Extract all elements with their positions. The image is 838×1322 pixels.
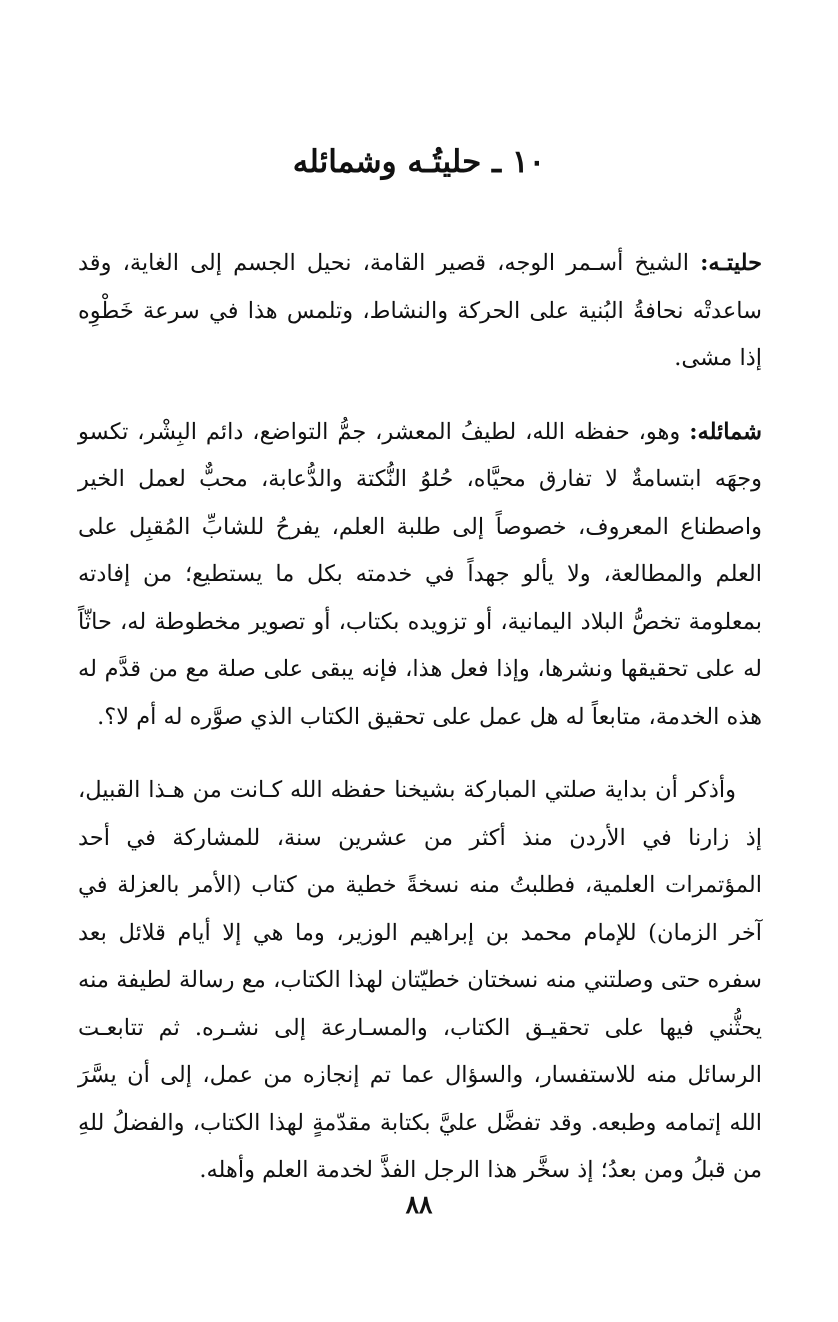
paragraph-text: الشيخ أسـمر الوجه، قصير القامة، نحيل الجسم إلى الغاية، وقد ساعدتْه نحافةُ البُنية على الحركة والنشاط، وتلمس هذا في سرعة خَطْوِه إذا مشى. (78, 250, 762, 371)
page-number: ٨٨ (405, 1190, 433, 1219)
paragraph-lead: حليتـه: (700, 250, 762, 276)
section-heading: ١٠ ـ حليتُـه وشمائله (292, 144, 546, 180)
paragraph-lead: شمائله: (689, 418, 762, 445)
body-text (78, 240, 762, 1195)
paragraph-character (78, 409, 762, 742)
paragraph-text: وأذكر أن بداية صلتي المباركة بشيخنا حفظه الله كـانت من هـذا القبيل، إذ زارنا في الأردن منذ أكثر من عشرين سنة، للمشاركة في أحد المؤتمرات العلمية، فطلبتُ منه نسخةً خطية من كتاب (الأمر بالعزلة في آخر الزمان) للإمام محمد بن إبراهيم الوزير، وما هي إلا أيام قلائل بعد سفره حتى وصلتني منه نسختان خطيّتان لهذا الكتاب، مع رسالة لطيفة منه يحثُّني فيها على تحقيـق الكتاب، والمسـارعة إلى نشـره. ثم تتابعـت الرسائل منه للاستفسار، والسؤال عما تم إنجازه من عمل، إلى أن يسَّرَ الله إتمامه وطبعه. وقد تفضَّل عليَّ بكتابة مقدّمةٍ لهذا الكتاب، والفضلُ للهِ من قبلُ ومن بعدُ؛ إذ سخَّر هذا الرجل الفذَّ لخدمة العلم وأهله. (78, 777, 762, 1183)
paragraph-memory (78, 767, 762, 1195)
paragraph-text: وهو، حفظه الله، لطيفُ المعشر، جمُّ التواضع، دائم البِشْر، تكسو وجهَه ابتسامةٌ لا تفارق محيَّاه، حُلوُ النُّكتة والدُّعابة، محبٌّ لعمل الخير واصطناع المعروف، خصوصاً إلى طلبة العلم، يفرحُ للشابِّ المُقبِل على العلم والمطالعة، ولا يألو جهداً في خدمته بكل ما يستطيع؛ من إفادته بمعلومة تخصُّ البلاد اليمانية، أو تزويده بكتاب، أو تصوير مخطوطة له، حاثّاً له على تحقيقها ونشرها، وإذا فعل هذا، فإنه يبقى على صلة مع من قدَّم له هذه الخدمة، متابعاً له هل عمل على تحقيق الكتاب الذي صوَّره له أم لا؟. (78, 418, 762, 730)
paragraph-appearance (78, 240, 762, 383)
